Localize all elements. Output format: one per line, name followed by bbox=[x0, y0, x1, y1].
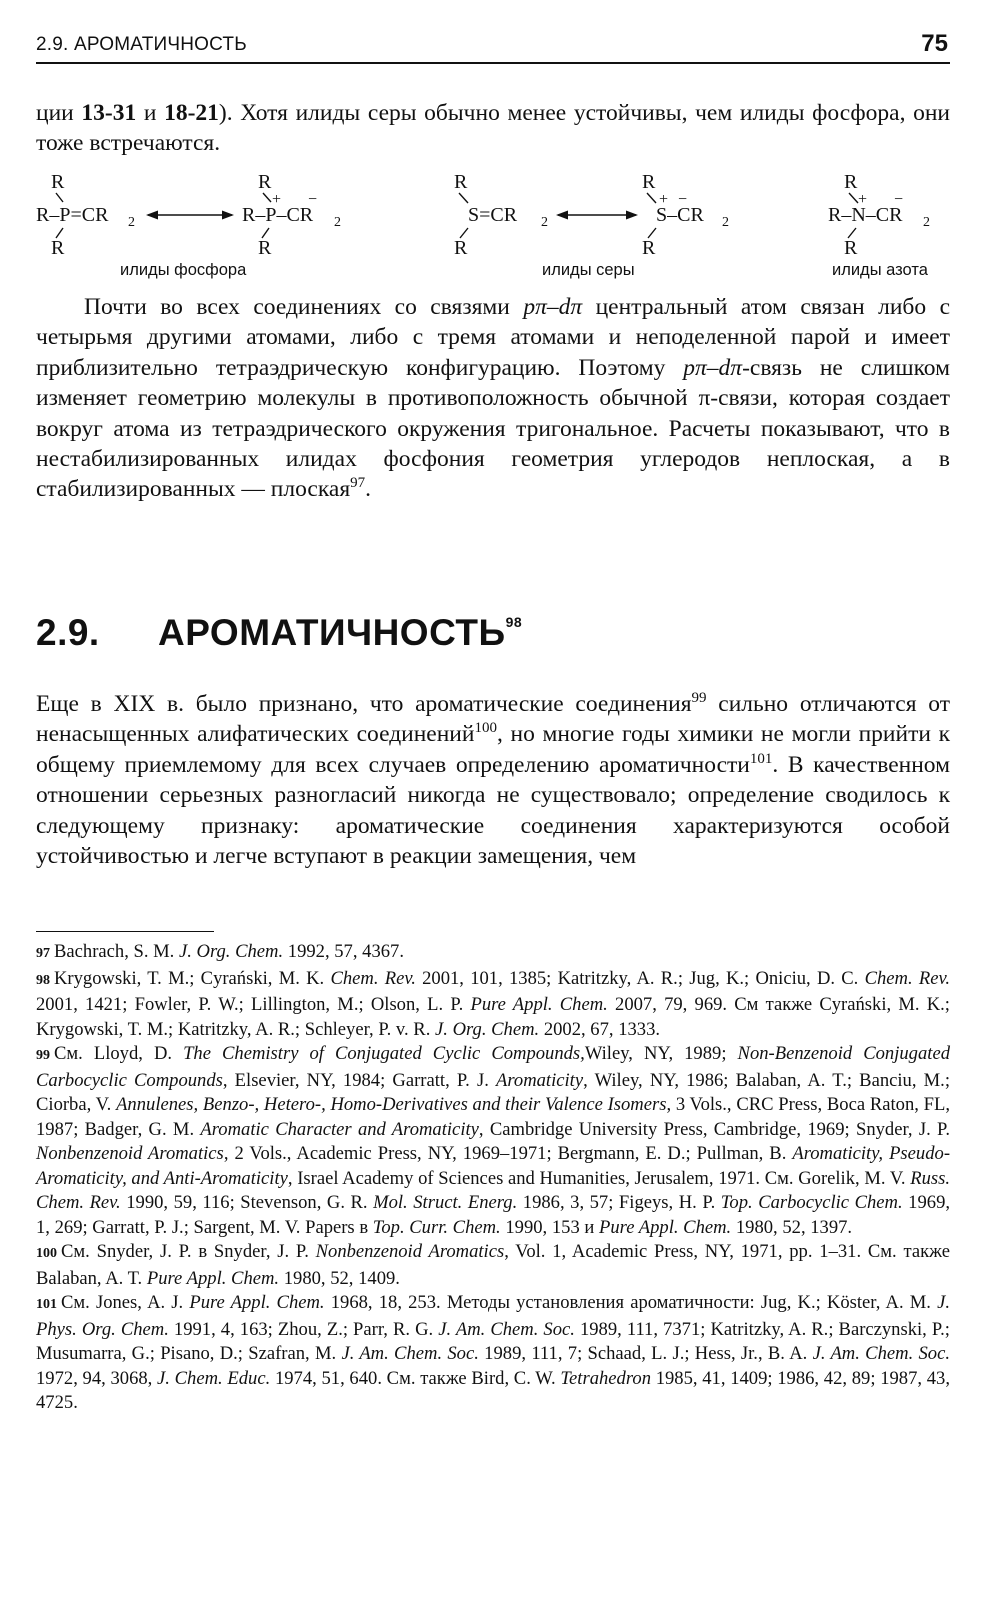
running-header bbox=[36, 28, 950, 64]
journal-name: J. Am. Chem. Soc. bbox=[438, 1318, 575, 1340]
footnote-ref[interactable]: 101 bbox=[749, 750, 773, 767]
charge-minus: − bbox=[308, 191, 318, 208]
text-run: 1974, 51, 640. См. также Bird, C. W. bbox=[270, 1367, 561, 1389]
text-run: Wiley, NY, 1989; bbox=[584, 1043, 738, 1064]
subscript: 2 bbox=[334, 215, 341, 230]
text-run: , Vol. 1, Academic Press, NY, 1971, pp. 1–31. См. также Balaban, A. T. bbox=[36, 1241, 950, 1289]
text-run: См. Snyder, J. P. в Snyder, J. P. bbox=[61, 1241, 316, 1262]
text-run: 1989, 111, 7; Schaad, L. J.; Hess, Jr., B. A. bbox=[478, 1343, 813, 1364]
text-run: 1991, 4, 163; Zhou, Z.; Parr, R. G. bbox=[168, 1318, 439, 1340]
text-run: См. Jones, A. J. bbox=[61, 1292, 190, 1313]
caption-nitrogen-ylides: илиды азота bbox=[832, 261, 928, 279]
journal-name: Tetrahedron bbox=[560, 1367, 651, 1389]
footnote-number: 98 bbox=[36, 972, 50, 988]
text-run: 2001, 101, 1385; Katritzky, A. R.; Jug, K.; Oniciu, D. C. bbox=[415, 967, 865, 989]
substituent-r: R bbox=[844, 171, 858, 193]
ylide-structures bbox=[36, 166, 950, 261]
substituent-r: R bbox=[454, 171, 468, 193]
subscript: 2 bbox=[923, 215, 930, 230]
text-run: центральный атом связан либо с четырьмя другими атомами, либо с тремя атомами и неподеленной парой и имеет приблизительно тетраэдрическую конфигурацию. Поэтому bbox=[36, 294, 950, 381]
section-heading bbox=[36, 612, 522, 654]
charge-plus: + bbox=[858, 191, 868, 208]
sulfur-ylide-ylene bbox=[454, 171, 548, 259]
text-run: Krygowski, T. M.; Cyrański, M. K. bbox=[54, 967, 331, 989]
caption-phosphorus-ylides: илиды фосфора bbox=[120, 261, 247, 279]
footnote-number: 99 bbox=[36, 1048, 50, 1063]
text-run: См. Lloyd, D. bbox=[54, 1043, 184, 1064]
journal-name: Top. Curr. Chem. bbox=[372, 1216, 501, 1238]
charge-plus: + bbox=[272, 191, 282, 208]
section-number: 2.9. bbox=[36, 612, 100, 653]
text-run: Еще в XIX в. было признано, что ароматические соединения bbox=[36, 691, 692, 717]
paragraph-bonding bbox=[36, 292, 950, 505]
bond-notation: pπ–dπ bbox=[523, 294, 583, 320]
phosphorus-ylid-formula: R–P–CR bbox=[242, 204, 314, 226]
substituent-r: R bbox=[642, 237, 656, 259]
footnote-99 bbox=[36, 1042, 950, 1240]
text-run: и bbox=[136, 100, 165, 126]
text-run: , Wiley, NY, 1986; Balaban, A. T.; Banciu, M.; Ciorba, V. bbox=[36, 1069, 950, 1115]
scheme-ref: 18-21 bbox=[164, 100, 219, 126]
text-run: ции bbox=[36, 100, 82, 126]
book-title: The Chemistry of Conjugated Cyclic Compounds, bbox=[183, 1043, 585, 1064]
text-run: 1986, 3, 57; Figeys, H. P. bbox=[517, 1192, 721, 1213]
text-run: 1989, 111, 7371; Katritzky, A. R.; Barczynski, P.; Musumarra, G.; Pisano, D.; Szafran, M. bbox=[36, 1318, 950, 1364]
book-title: Aromatic Character and Aromaticity bbox=[200, 1118, 479, 1140]
page-number: 75 bbox=[921, 30, 948, 57]
subscript: 2 bbox=[128, 215, 135, 230]
journal-name: Chem. Rev. bbox=[330, 967, 416, 989]
text-run: Bachrach, S. M. bbox=[54, 941, 179, 962]
journal-name: Mol. Struct. Energ. bbox=[373, 1192, 518, 1213]
substituent-r: R bbox=[51, 237, 65, 259]
text-run: , 2 Vols., Academic Press, NY, 1969–1971; Bergmann, E. D.; Pullman, B. bbox=[223, 1143, 793, 1164]
substituent-r: R bbox=[454, 237, 468, 259]
footnote-97 bbox=[36, 940, 950, 967]
journal-name: Russ. Chem. Rev. bbox=[36, 1167, 951, 1213]
footnote-100 bbox=[36, 1240, 950, 1291]
text-run: , Cambridge University Press, Cambridge, 1969; Snyder, J. P. bbox=[478, 1118, 950, 1140]
substituent-r: R bbox=[844, 237, 858, 259]
substituent-r: R bbox=[51, 171, 65, 193]
text-run: 2001, 1421; Fowler, P. W.; Lillington, M.; Olson, L. P. bbox=[36, 994, 471, 1015]
charge-plus: + bbox=[659, 191, 669, 208]
footnote-number: 100 bbox=[36, 1246, 57, 1261]
journal-name: Pure Appl. Chem. bbox=[470, 994, 608, 1015]
sulfur-ylid-formula: S–CR bbox=[656, 204, 704, 226]
text-run: 2007, 79, 969. См также Cyrański, M. K.; Krygowski, T. M.; Katritzky, A. R.; Schleyer, P. v. R. bbox=[36, 994, 950, 1040]
subscript: 2 bbox=[722, 215, 729, 230]
substituent-r: R bbox=[642, 171, 656, 193]
footnote-ref[interactable]: 100 bbox=[474, 720, 497, 737]
nitrogen-ylide bbox=[828, 171, 930, 259]
charge-minus: − bbox=[894, 191, 904, 208]
nitrogen-ylid-formula: R–N–CR bbox=[828, 204, 903, 226]
footnote-101 bbox=[36, 1291, 950, 1416]
footnote-ref[interactable]: 99 bbox=[691, 690, 707, 706]
footnote-ref[interactable]: 97 bbox=[350, 475, 366, 492]
text-run: 1990, 153 и bbox=[500, 1216, 599, 1238]
journal-name: J. Am. Chem. Soc. bbox=[812, 1343, 951, 1364]
book-title: Nonbenzenoid Aromatics bbox=[315, 1241, 505, 1262]
phosphorus-ylene-formula: R–P=CR bbox=[36, 204, 109, 226]
footnote-number: 101 bbox=[36, 1297, 57, 1312]
caption-sulfur-ylides: илиды серы bbox=[542, 261, 635, 279]
text-run: , 3 Vols., CRC Press, Boca Raton, FL, 1987; Badger, G. M. bbox=[36, 1094, 950, 1140]
text-run: , Elsevier, NY, 1984; Garratt, P. J. bbox=[222, 1069, 496, 1091]
substituent-r: R bbox=[258, 237, 272, 259]
text-run: Почти во всех соединениях со связями bbox=[84, 294, 524, 320]
section-title: АРОМАТИЧНОСТЬ bbox=[158, 612, 506, 653]
paragraph-aromaticity bbox=[36, 689, 950, 871]
journal-name: J. Chem. Educ. bbox=[157, 1367, 271, 1389]
text-run: , но многие годы химики не могли прийти к общему приемлемому для всех случаев определению ароматичности bbox=[36, 721, 950, 778]
scheme-ref: 13-31 bbox=[81, 100, 137, 126]
journal-name: Pure Appl. Chem. bbox=[146, 1267, 280, 1289]
text-run: 1992, 57, 4367. bbox=[283, 941, 404, 962]
charge-minus: − bbox=[678, 191, 688, 208]
sulfur-ylide-ylid bbox=[642, 171, 729, 259]
book-title: Aromaticity bbox=[496, 1069, 584, 1091]
journal-name: J. Phys. Org. Chem. bbox=[36, 1292, 950, 1340]
journal-name: Pure Appl. Chem. bbox=[189, 1292, 325, 1313]
journal-name: J. Am. Chem. Soc. bbox=[341, 1343, 479, 1364]
paragraph-intro bbox=[36, 98, 950, 159]
page bbox=[36, 0, 950, 1601]
text-run: сильно отличаются от ненасыщенных алифатических соединений bbox=[36, 691, 950, 748]
text-run: 1969, 1, 269; Garratt, P. J.; Sargent, M. V. Papers в bbox=[36, 1192, 951, 1238]
running-header-title: 2.9. АРОМАТИЧНОСТЬ bbox=[36, 34, 247, 55]
text-run: 1990, 59, 116; Stevenson, G. R. bbox=[120, 1192, 374, 1213]
text-run: 1980, 52, 1397. bbox=[731, 1216, 853, 1238]
phosphorus-ylide-ylene bbox=[36, 171, 135, 259]
subscript: 2 bbox=[541, 215, 548, 230]
footnote-divider bbox=[36, 931, 214, 932]
resonance-arrow bbox=[556, 211, 638, 220]
journal-name: Pure Appl. Chem. bbox=[599, 1216, 732, 1238]
footnote-98 bbox=[36, 967, 950, 1043]
footnote-number: 97 bbox=[36, 946, 50, 961]
book-title: Aromaticity, Pseudo-Aromaticity, and Anti-Aromaticity bbox=[36, 1143, 951, 1189]
footnote-ref[interactable]: 98 bbox=[505, 614, 523, 630]
footnotes bbox=[36, 940, 950, 1416]
substituent-r: R bbox=[258, 171, 272, 193]
bond-notation: pπ–dπ bbox=[683, 354, 743, 381]
journal-name: Chem. Rev. bbox=[864, 967, 950, 989]
phosphorus-ylide-ylid bbox=[242, 171, 341, 259]
journal-name: J. Org. Chem. bbox=[435, 1018, 540, 1040]
sulfur-ylene-formula: S=CR bbox=[468, 204, 518, 226]
text-run: 1968, 18, 253. Методы установления ароматичности: Jug, K.; Köster, A. M. bbox=[324, 1292, 938, 1313]
book-title: Nonbenzenoid Aromatics bbox=[36, 1143, 224, 1164]
text-run: 1980, 52, 1409. bbox=[279, 1267, 400, 1289]
text-run: -связь не слишком изменяет геометрию молекулы в противоположность обычной π-связи, которая создает вокруг атома из тетраэдрического окружения тригональное. Расчеты показывают, что в нестабилизированных илидах фосфония геометрия углеродов неплоская, а в стабилизированных — плоская bbox=[36, 354, 950, 503]
text-run: ). Хотя илиды серы обычно менее устойчивы, чем илиды фосфора, они тоже встречаются. bbox=[36, 100, 950, 157]
book-title: Annulenes, Benzo-, Hetero-, Homo-Derivatives and their Valence Isomers bbox=[116, 1094, 667, 1115]
text-run: 1972, 94, 3068, bbox=[36, 1367, 158, 1389]
book-title: Non-Benzenoid Conjugated Carbocyclic Compounds bbox=[36, 1043, 950, 1091]
text-run: . В качественном отношении серьезных разногласий никогда не существовало; определение сводилось к следующему признаку: ароматические соединения характеризуются особой устойчивостью и легче вступают в реакции замещения, чем bbox=[36, 751, 950, 870]
text-run: . bbox=[365, 476, 372, 503]
ylide-schemes bbox=[36, 166, 950, 286]
resonance-arrow bbox=[146, 211, 234, 220]
text-run: , Israel Academy of Sciences and Humanities, Jerusalem, 1971. См. Gorelik, M. V. bbox=[287, 1167, 911, 1189]
text-run: 1985, 41, 1409; 1986, 42, 89; 1987, 43, 4725. bbox=[36, 1367, 950, 1413]
text-run: 2002, 67, 1333. bbox=[539, 1018, 661, 1040]
journal-name: J. Org. Chem. bbox=[178, 941, 284, 962]
journal-name: Top. Carbocyclic Chem. bbox=[720, 1192, 903, 1213]
